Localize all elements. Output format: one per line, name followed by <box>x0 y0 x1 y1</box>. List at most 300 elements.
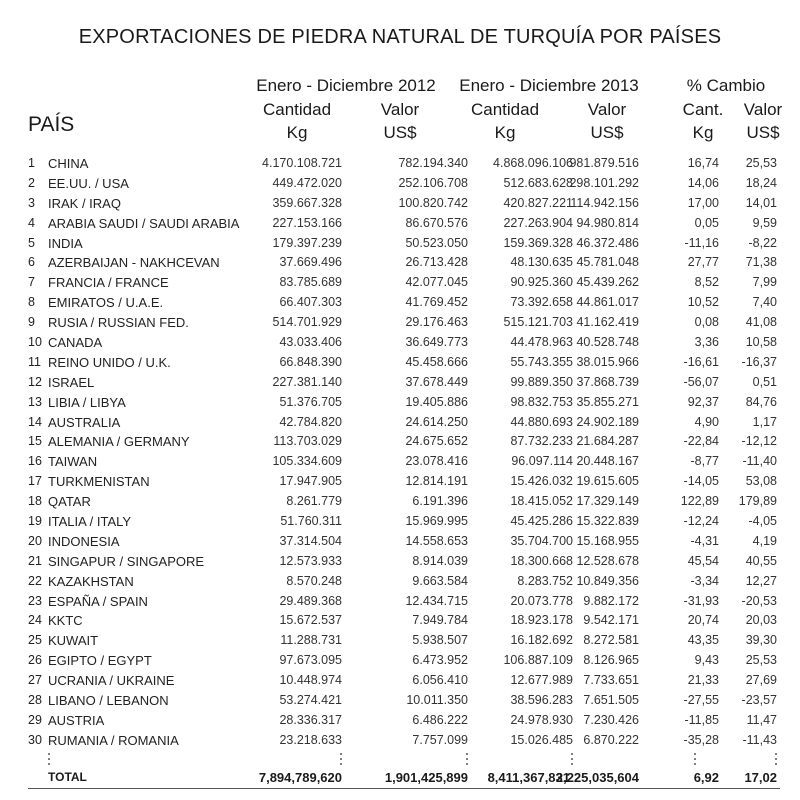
change-value: 12,27 <box>745 573 777 588</box>
country-name: AUSTRIA <box>48 712 105 728</box>
table-row <box>0 492 800 512</box>
change-value: 0,51 <box>752 374 777 389</box>
change-value: 18,24 <box>745 175 777 190</box>
header-cant-change: Cant. <box>682 100 724 119</box>
row-number: 28 <box>28 693 42 708</box>
quantity-2013: 8.283.752 <box>517 573 573 588</box>
quantity-2012: 51.760.311 <box>280 514 342 529</box>
change-quantity: -12,24 <box>683 514 719 529</box>
value-2012: 12.434.715 <box>405 593 468 608</box>
value-2013: 24.902.189 <box>576 414 639 429</box>
total-qty-2012: 7,894,789,620 <box>258 770 342 785</box>
total-label: TOTAL <box>48 770 87 784</box>
value-2012: 7.949.784 <box>412 613 468 628</box>
quantity-2012: 514.701.929 <box>272 315 342 330</box>
change-quantity: 92,37 <box>687 394 719 409</box>
quantity-2013: 512.683.628 <box>503 175 573 190</box>
table-row <box>0 313 800 333</box>
value-2012: 50.523.050 <box>405 235 468 250</box>
value-2012: 23.078.416 <box>405 454 468 469</box>
table-row <box>0 393 800 413</box>
change-value: 7,40 <box>752 295 777 310</box>
row-number: 1 <box>28 156 35 170</box>
table-row <box>0 413 800 433</box>
value-2013: 40.528.748 <box>576 335 639 350</box>
country-name: REINO UNIDO / U.K. <box>48 354 171 370</box>
total-change-qty: 6,92 <box>693 770 719 785</box>
change-quantity: -11,16 <box>684 235 719 250</box>
value-2013: 21.684.287 <box>576 434 639 449</box>
change-quantity: 16,74 <box>687 156 719 170</box>
value-2012: 14.558.653 <box>405 533 468 548</box>
value-2013: 6.870.222 <box>583 732 639 747</box>
quantity-2013: 159.369.328 <box>503 235 573 250</box>
quantity-2013: 24.978.930 <box>510 712 573 727</box>
value-2012: 6.056.410 <box>412 673 468 688</box>
change-value: -20,53 <box>741 593 777 608</box>
value-2012: 10.011.350 <box>406 693 468 708</box>
row-number: 2 <box>28 175 35 190</box>
change-quantity: -14,05 <box>683 474 719 489</box>
change-value: 1,17 <box>752 414 777 429</box>
page-title: EXPORTACIONES DE PIEDRA NATURAL DE TURQUÍA POR PAÍSES <box>78 26 722 48</box>
quantity-2013: 20.073.778 <box>510 593 573 608</box>
change-quantity: 10,52 <box>687 295 719 310</box>
continuation-dots <box>775 750 777 768</box>
row-number: 29 <box>28 712 42 727</box>
table-row <box>0 512 800 532</box>
change-value: 84,76 <box>745 394 777 409</box>
row-number: 5 <box>28 235 35 250</box>
table-row <box>0 671 800 691</box>
value-2012: 12.814.191 <box>405 474 468 489</box>
country-name: LIBANO / LEBANON <box>48 693 169 709</box>
row-number: 20 <box>28 533 42 548</box>
change-quantity: 3,36 <box>694 335 719 350</box>
value-2013: 981.879.516 <box>569 156 639 170</box>
change-quantity: 21,33 <box>687 673 719 688</box>
header-qty-2013: Cantidad <box>470 100 540 119</box>
value-2013: 7.230.426 <box>583 712 639 727</box>
change-quantity: -56,07 <box>683 374 719 389</box>
change-value: -11,40 <box>742 454 777 469</box>
table-row <box>0 711 800 731</box>
value-2012: 100.820.742 <box>398 195 468 210</box>
country-name: ESPAÑA / SPAIN <box>48 593 148 609</box>
header-unit-kg-2013: Kg <box>494 123 516 142</box>
header-unit-kg-change: Kg <box>692 123 714 142</box>
country-name: ARABIA SAUDI / SAUDI ARABIA <box>48 215 240 231</box>
table-row <box>0 452 800 472</box>
change-value: -11,43 <box>742 732 777 747</box>
value-2012: 782.194.340 <box>398 156 468 170</box>
table-row <box>0 194 800 214</box>
quantity-2012: 42.784.820 <box>279 414 342 429</box>
change-quantity: 20,74 <box>687 613 719 628</box>
row-number: 25 <box>28 633 42 648</box>
quantity-2013: 12.677.989 <box>510 673 573 688</box>
table-row <box>0 572 800 592</box>
row-number: 14 <box>28 414 42 429</box>
row-number: 9 <box>28 315 35 330</box>
value-2012: 6.473.952 <box>412 653 468 668</box>
change-quantity: -4,31 <box>690 533 719 548</box>
row-number: 23 <box>28 593 42 608</box>
row-number: 13 <box>28 394 42 409</box>
quantity-2013: 515.121.703 <box>503 315 573 330</box>
value-2012: 15.969.995 <box>405 514 468 529</box>
total-value-2012: 1,901,425,899 <box>384 770 468 785</box>
country-name: INDONESIA <box>48 533 120 549</box>
quantity-2013: 55.743.355 <box>510 354 573 369</box>
change-quantity: 45,54 <box>687 553 719 568</box>
quantity-2012: 113.703.029 <box>273 434 342 449</box>
quantity-2013: 38.596.283 <box>510 693 573 708</box>
value-2013: 38.015.966 <box>576 354 639 369</box>
change-quantity: 0,05 <box>694 215 719 230</box>
country-name: AZERBAIJAN - NAKHCEVAN <box>48 255 220 271</box>
quantity-2012: 12.573.933 <box>279 553 342 568</box>
quantity-2012: 29.489.368 <box>279 593 342 608</box>
country-name: KUWAIT <box>48 633 99 649</box>
continuation-dots <box>340 750 342 768</box>
quantity-2012: 11.288.731 <box>280 633 342 648</box>
table-row <box>0 691 800 711</box>
header-country: PAÍS <box>28 113 75 136</box>
quantity-2012: 8.570.248 <box>286 573 342 588</box>
quantity-2012: 359.667.328 <box>272 195 342 210</box>
row-number: 4 <box>28 215 35 230</box>
quantity-2013: 18.415.052 <box>510 494 573 509</box>
table-row <box>0 293 800 313</box>
header-unit-usd-change: US$ <box>746 123 780 142</box>
quantity-2012: 10.448.974 <box>279 673 342 688</box>
table-row <box>0 174 800 194</box>
header-period-2012: Enero - Diciembre 2012 <box>256 76 436 95</box>
quantity-2013: 18.300.668 <box>510 553 573 568</box>
value-2012: 252.106.708 <box>398 175 468 190</box>
country-name: ALEMANIA / GERMANY <box>48 434 190 450</box>
value-2012: 36.649.773 <box>405 335 468 350</box>
change-value: -23,57 <box>741 693 777 708</box>
change-value: 7,99 <box>752 275 777 290</box>
value-2012: 19.405.886 <box>405 394 468 409</box>
change-quantity: -16,61 <box>683 354 719 369</box>
change-value: 25,53 <box>745 653 777 668</box>
change-quantity: -27,55 <box>683 693 719 708</box>
row-number: 18 <box>28 494 42 509</box>
change-quantity: 4,90 <box>694 414 719 429</box>
value-2013: 12.528.678 <box>576 553 639 568</box>
value-2013: 298.101.292 <box>569 175 639 190</box>
value-2012: 26.713.428 <box>405 255 468 270</box>
table-row <box>0 731 800 751</box>
row-number: 30 <box>28 732 42 747</box>
value-2013: 10.849.356 <box>576 573 639 588</box>
table-row <box>0 532 800 552</box>
table-row <box>0 214 800 234</box>
change-quantity: 9,43 <box>694 653 719 668</box>
change-value: 40,55 <box>745 553 777 568</box>
country-name: ITALIA / ITALY <box>48 514 132 530</box>
row-number: 10 <box>28 335 42 350</box>
quantity-2012: 66.407.303 <box>279 295 342 310</box>
change-quantity: -11,85 <box>684 712 719 727</box>
country-name: EMIRATOS / U.A.E. <box>48 295 164 311</box>
quantity-2012: 51.376.705 <box>279 394 342 409</box>
change-quantity: 43,35 <box>687 633 719 648</box>
table-row <box>0 651 800 671</box>
country-name: UCRANIA / UKRAINE <box>48 673 175 689</box>
table-row <box>0 592 800 612</box>
change-quantity: 0,08 <box>694 315 719 330</box>
table-row <box>0 333 800 353</box>
country-name: AUSTRALIA <box>48 414 121 430</box>
change-value: 179,89 <box>738 494 777 509</box>
row-number: 21 <box>28 553 42 568</box>
value-2013: 94.980.814 <box>576 215 639 230</box>
value-2013: 20.448.167 <box>576 454 639 469</box>
country-name: TAIWAN <box>48 454 98 470</box>
quantity-2012: 97.673.095 <box>279 653 342 668</box>
continuation-dots <box>466 750 468 768</box>
change-quantity: -8,77 <box>690 454 719 469</box>
header-change: % Cambio <box>686 76 766 95</box>
quantity-2013: 96.097.114 <box>511 454 573 469</box>
quantity-2012: 37.669.496 <box>279 255 342 270</box>
value-2013: 9.542.171 <box>583 613 639 628</box>
continuation-dots <box>48 750 50 768</box>
quantity-2013: 44.880.693 <box>510 414 573 429</box>
country-name: KKTC <box>48 613 83 629</box>
row-number: 12 <box>28 374 42 389</box>
total-qty-2013: 8,411,367,831 <box>487 770 570 785</box>
row-number: 3 <box>28 195 35 210</box>
change-value: -16,37 <box>741 354 777 369</box>
quantity-2012: 227.153.166 <box>272 215 342 230</box>
value-2013: 8.126.965 <box>583 653 639 668</box>
quantity-2012: 17.947.905 <box>279 474 342 489</box>
quantity-2013: 44.478.963 <box>510 335 573 350</box>
country-name: CHINA <box>48 156 89 171</box>
value-2012: 8.914.039 <box>412 553 468 568</box>
quantity-2013: 16.182.692 <box>510 633 573 648</box>
continuation-dots <box>694 750 696 768</box>
quantity-2012: 37.314.504 <box>279 533 342 548</box>
table-row <box>0 253 800 273</box>
change-value: 14,01 <box>745 195 777 210</box>
row-number: 17 <box>28 474 42 489</box>
value-2012: 37.678.449 <box>405 374 468 389</box>
country-name: SINGAPUR / SINGAPORE <box>48 553 205 569</box>
value-2013: 7.651.505 <box>583 693 639 708</box>
quantity-2012: 43.033.406 <box>279 335 342 350</box>
value-2013: 45.781.048 <box>576 255 639 270</box>
change-value: -8,22 <box>748 235 777 250</box>
total-value-2013: 2,225,035,604 <box>555 770 639 785</box>
quantity-2013: 99.889.350 <box>510 374 573 389</box>
continuation-dots <box>571 750 573 768</box>
quantity-2012: 15.672.537 <box>279 613 342 628</box>
value-2012: 6.486.222 <box>412 712 468 727</box>
quantity-2012: 28.336.317 <box>279 712 342 727</box>
bottom-rule <box>28 788 780 789</box>
table-row <box>0 154 800 174</box>
value-2013: 19.615.605 <box>576 474 639 489</box>
total-change-value: 17,02 <box>744 770 777 785</box>
row-number: 22 <box>28 573 42 588</box>
row-number: 16 <box>28 454 42 469</box>
value-2013: 44.861.017 <box>576 295 639 310</box>
header-unit-usd-2013: US$ <box>590 123 624 142</box>
quantity-2013: 4.868.096.106 <box>493 156 573 170</box>
header-unit-kg-2012: Kg <box>286 123 308 142</box>
change-quantity: 8,52 <box>694 275 719 290</box>
country-name: KAZAKHSTAN <box>48 573 134 589</box>
value-2013: 15.322.839 <box>576 514 639 529</box>
country-name: IRAK / IRAQ <box>48 195 121 211</box>
value-2012: 7.757.099 <box>412 732 468 747</box>
quantity-2013: 90.925.360 <box>510 275 573 290</box>
value-2013: 41.162.419 <box>576 315 639 330</box>
header-value-2012: Valor <box>380 100 420 119</box>
value-2013: 114.942.156 <box>570 195 639 210</box>
table-row <box>0 234 800 254</box>
total-row <box>0 769 800 789</box>
country-name: RUSIA / RUSSIAN FED. <box>48 315 189 331</box>
change-value: 9,59 <box>752 215 777 230</box>
value-2013: 8.272.581 <box>583 633 639 648</box>
change-value: 53,08 <box>745 474 777 489</box>
change-value: 4,19 <box>752 533 777 548</box>
value-2012: 24.614.250 <box>405 414 468 429</box>
header-qty-2012: Cantidad <box>262 100 332 119</box>
header-value-2013: Valor <box>587 100 627 119</box>
value-2012: 45.458.666 <box>405 354 468 369</box>
change-value: 27,69 <box>745 673 777 688</box>
quantity-2013: 73.392.658 <box>510 295 573 310</box>
value-2013: 17.329.149 <box>576 494 639 509</box>
quantity-2013: 227.263.904 <box>503 215 573 230</box>
value-2013: 37.868.739 <box>576 374 639 389</box>
quantity-2013: 15.426.032 <box>510 474 573 489</box>
quantity-2013: 45.425.286 <box>510 514 573 529</box>
value-2012: 41.769.452 <box>405 295 468 310</box>
quantity-2012: 227.381.140 <box>272 374 342 389</box>
value-2012: 86.670.576 <box>405 215 468 230</box>
change-quantity: 14,06 <box>687 175 719 190</box>
header-period-2013: Enero - Diciembre 2013 <box>459 76 639 95</box>
quantity-2012: 66.848.390 <box>279 354 342 369</box>
value-2013: 46.372.486 <box>576 235 639 250</box>
change-value: 25,53 <box>745 156 777 170</box>
change-quantity: -3,34 <box>690 573 719 588</box>
table-row <box>0 611 800 631</box>
change-value: 71,38 <box>745 255 777 270</box>
quantity-2012: 105.334.609 <box>272 454 342 469</box>
row-number: 26 <box>28 653 42 668</box>
quantity-2013: 48.130.635 <box>510 255 573 270</box>
row-number: 15 <box>28 434 42 449</box>
change-quantity: 17,00 <box>687 195 719 210</box>
row-number: 27 <box>28 673 42 688</box>
quantity-2013: 106.887.109 <box>503 653 573 668</box>
export-table <box>0 154 800 751</box>
value-2012: 42.077.045 <box>405 275 468 290</box>
value-2013: 7.733.651 <box>583 673 639 688</box>
value-2012: 5.938.507 <box>412 633 468 648</box>
change-value: 39,30 <box>745 633 777 648</box>
value-2013: 35.855.271 <box>576 394 639 409</box>
value-2012: 29.176.463 <box>405 315 468 330</box>
quantity-2013: 420.827.221 <box>503 195 573 210</box>
change-quantity: 122,89 <box>680 494 719 509</box>
quantity-2012: 8.261.779 <box>286 494 342 509</box>
row-number: 7 <box>28 275 35 290</box>
country-name: TURKMENISTAN <box>48 474 150 490</box>
country-name: CANADA <box>48 335 103 351</box>
country-name: LIBIA / LIBYA <box>48 394 126 410</box>
quantity-2013: 18.923.178 <box>510 613 573 628</box>
value-2012: 6.191.396 <box>412 494 468 509</box>
country-name: RUMANIA / ROMANIA <box>48 732 179 748</box>
value-2013: 15.168.955 <box>576 533 639 548</box>
row-number: 8 <box>28 295 35 310</box>
row-number: 6 <box>28 255 35 270</box>
value-2012: 9.663.584 <box>412 573 468 588</box>
change-value: 41,08 <box>745 315 777 330</box>
quantity-2012: 83.785.689 <box>279 275 342 290</box>
quantity-2012: 53.274.421 <box>279 693 342 708</box>
quantity-2013: 87.732.233 <box>510 434 573 449</box>
table-row <box>0 353 800 373</box>
table-row <box>0 373 800 393</box>
header-value-change: Valor <box>743 100 783 119</box>
change-quantity: -22,84 <box>683 434 719 449</box>
quantity-2013: 35.704.700 <box>510 533 573 548</box>
table-row <box>0 472 800 492</box>
country-name: ISRAEL <box>48 374 95 390</box>
table-row <box>0 631 800 651</box>
quantity-2012: 179.397.239 <box>272 235 342 250</box>
row-number: 19 <box>28 514 42 529</box>
table-row <box>0 552 800 572</box>
quantity-2013: 98.832.753 <box>510 394 573 409</box>
change-value: -12,12 <box>741 434 777 449</box>
quantity-2013: 15.026.485 <box>510 732 573 747</box>
value-2012: 24.675.652 <box>405 434 468 449</box>
table-row <box>0 432 800 452</box>
row-number: 24 <box>28 613 42 628</box>
change-value: 11,47 <box>746 712 777 727</box>
country-name: INDIA <box>48 235 83 251</box>
change-quantity: 27,77 <box>687 255 719 270</box>
quantity-2012: 23.218.633 <box>279 732 342 747</box>
country-name: EE.UU. / USA <box>48 175 129 191</box>
change-quantity: -35,28 <box>683 732 719 747</box>
country-name: QATAR <box>48 494 91 510</box>
change-value: 10,58 <box>745 335 777 350</box>
header-unit-usd-2012: US$ <box>383 123 417 142</box>
quantity-2012: 449.472.020 <box>272 175 342 190</box>
quantity-2012: 4.170.108.721 <box>262 156 342 170</box>
change-quantity: -31,93 <box>683 593 719 608</box>
value-2013: 9.882.172 <box>583 593 639 608</box>
table-row <box>0 273 800 293</box>
country-name: FRANCIA / FRANCE <box>48 275 169 291</box>
row-number: 11 <box>28 354 41 369</box>
country-name: EGIPTO / EGYPT <box>48 653 152 669</box>
